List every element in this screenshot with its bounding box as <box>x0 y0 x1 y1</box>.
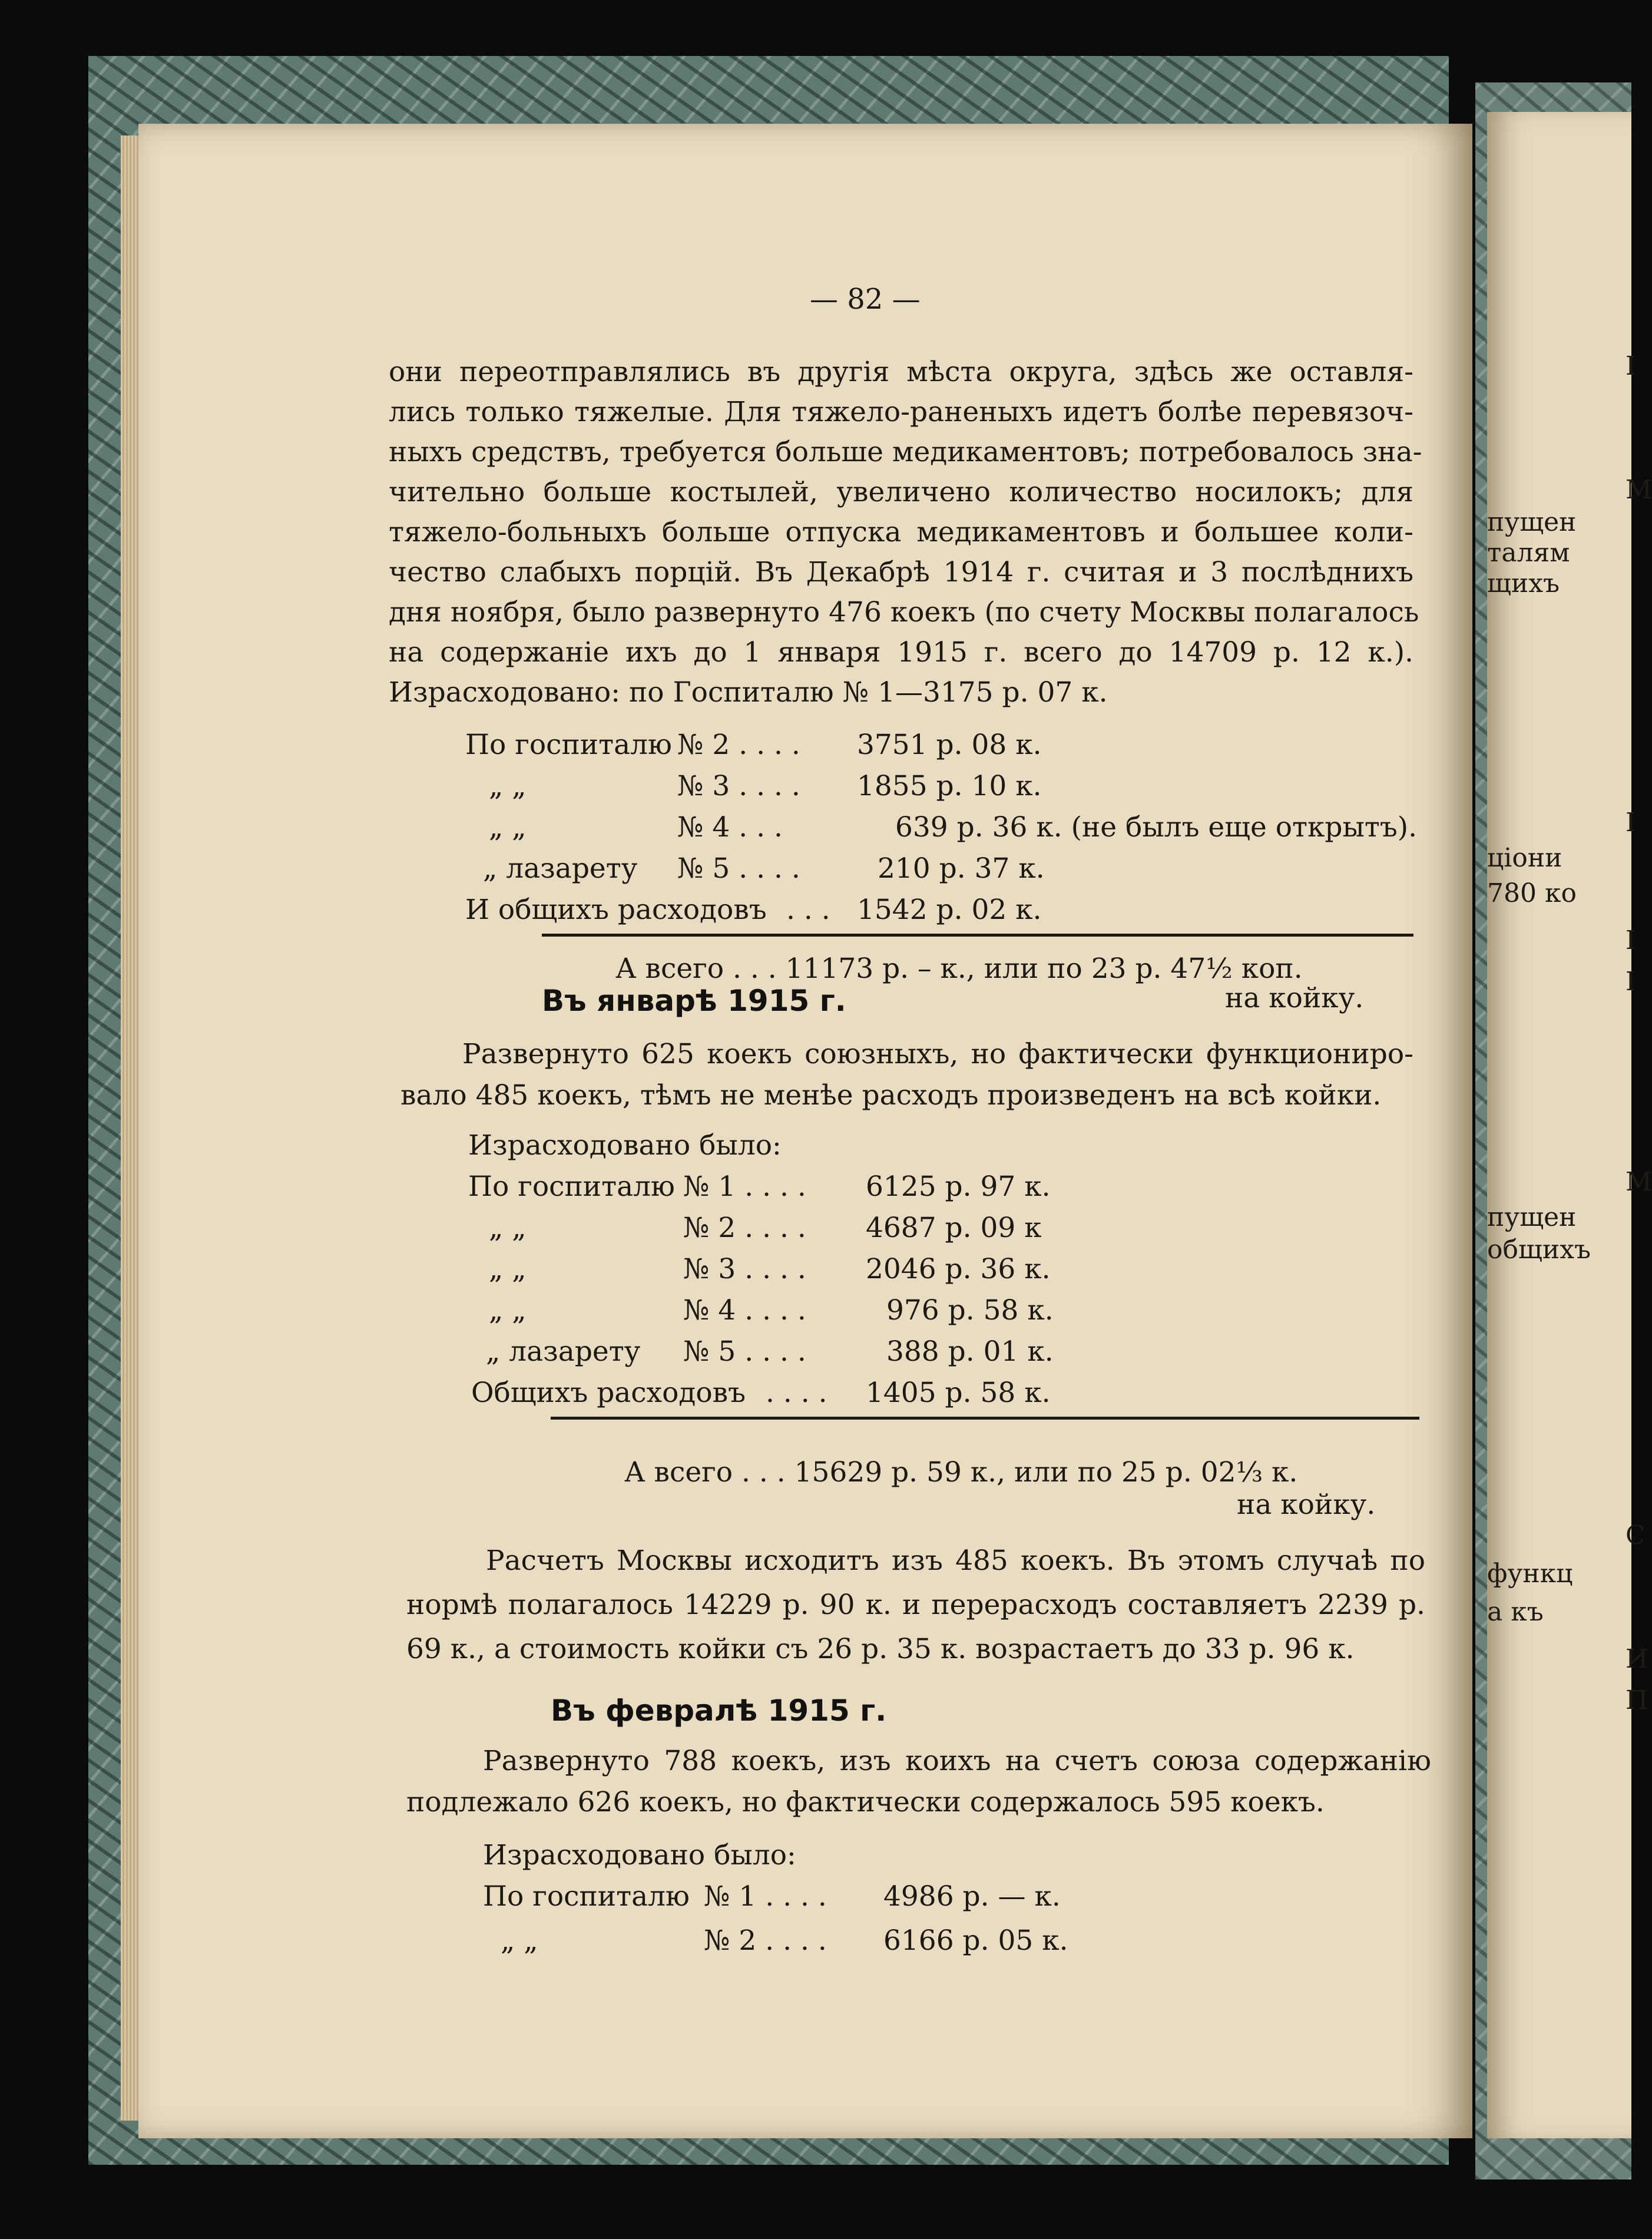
ledger-amount: 3751 р. 08 к. <box>857 729 1042 761</box>
facing-page-fragment: I <box>1625 967 1636 997</box>
text-line: лись только тяжелые. Для тяжело-раненыхъ идетъ болѣе перевязоч- <box>389 396 1413 428</box>
total-line: А всего . . . 11173 р. – к., или по 23 р. 47½ коп. <box>615 953 1303 985</box>
ledger-number: № 1 . . . . <box>683 1170 806 1203</box>
ledger-amount: 4687 р. 09 к <box>866 1212 1042 1244</box>
ledger-number: . . . <box>786 894 830 926</box>
ledger-label: По госпиталю <box>465 729 672 761</box>
facing-page-fragment: П <box>1625 1685 1648 1715</box>
facing-page-fragment: М <box>1625 1167 1652 1197</box>
total-line-continued: на койку. <box>1237 1489 1376 1521</box>
ledger-amount: 976 р. 58 к. <box>886 1294 1054 1327</box>
facing-page-fragment: М <box>1625 475 1652 505</box>
ledger-label: „ „ <box>489 1212 527 1244</box>
ledger-number: . . . . <box>766 1377 827 1409</box>
ledger-number: № 2 . . . . <box>683 1212 806 1244</box>
ledger-amount: 210 р. 37 к. <box>878 852 1045 885</box>
facing-page-fragment: I <box>1625 351 1636 381</box>
ledger-number: № 5 . . . . <box>677 852 800 885</box>
facing-page-fragment: ціони <box>1487 843 1562 873</box>
text-line: Израсходовано: по Госпиталю № 1—3175 р. 07 к. <box>389 676 1108 709</box>
ledger-number: № 3 . . . . <box>677 770 800 802</box>
ledger-number: № 1 . . . . <box>704 1880 827 1913</box>
ledger-label: По госпиталю <box>483 1880 690 1913</box>
ledger-amount: 388 р. 01 к. <box>886 1335 1054 1368</box>
facing-page-fragment: И <box>1625 1644 1648 1674</box>
ledger-label: „ „ <box>489 1253 527 1285</box>
facing-page-fragment: талям <box>1487 538 1570 568</box>
text-line: чительно больше костылей, увеличено количество носилокъ; для <box>389 476 1413 508</box>
text-line: ныхъ средствъ, требуется больше медикаментовъ; потребовалось зна- <box>389 436 1422 468</box>
ledger-amount: 1405 р. 58 к. <box>866 1377 1051 1409</box>
text-line: вало 485 коекъ, тѣмъ не менѣе расходъ произведенъ на всѣ койки. <box>400 1079 1382 1112</box>
facing-page-fragment: а къ <box>1487 1597 1544 1627</box>
text-line: дня ноября, было развернуто 476 коекъ (по счету Москвы полагалось <box>389 596 1419 629</box>
facing-page-fragment: I <box>1625 808 1636 838</box>
text-line: нормѣ полагалось 14229 р. 90 к. и перерасходъ составляетъ 2239 р. <box>406 1589 1425 1621</box>
ledger-number: № 2 . . . . <box>704 1924 827 1957</box>
ledger-amount: 6125 р. 97 к. <box>866 1170 1051 1203</box>
ledger-label: „ „ <box>501 1924 538 1957</box>
ledger-amount: 6166 р. 05 к. <box>883 1924 1068 1957</box>
ledger-number: № 3 . . . . <box>683 1253 806 1285</box>
ledger-amount: 2046 р. 36 к. <box>866 1253 1051 1285</box>
facing-page-fragment: общихъ <box>1487 1235 1591 1265</box>
text-line: на содержаніе ихъ до 1 января 1915 г. всего до 14709 р. 12 к.). <box>389 636 1413 669</box>
ledger-number: № 2 . . . . <box>677 729 800 761</box>
section-heading: Въ январѣ 1915 г. <box>542 984 846 1018</box>
facing-page-fragment: щихъ <box>1487 568 1560 598</box>
facing-page <box>1487 112 1652 2138</box>
facing-page-fragment: I <box>1625 925 1636 955</box>
section-heading: Въ февралѣ 1915 г. <box>551 1694 887 1728</box>
ledger-label: „ „ <box>489 770 527 802</box>
ledger-label: „ „ <box>489 1294 527 1327</box>
text-line: подлежало 626 коекъ, но фактически содержалось 595 коекъ. <box>406 1786 1325 1818</box>
ledger-label: Общихъ расходовъ <box>471 1377 746 1409</box>
facing-page-fragment: пущен <box>1487 507 1577 537</box>
text-line: тяжело-больныхъ больше отпуска медикаментовъ и большее коли- <box>389 516 1413 548</box>
ledger-number: № 4 . . . <box>677 811 783 844</box>
text-line: Израсходовано было: <box>483 1839 796 1871</box>
total-line: А всего . . . 15629 р. 59 к., или по 25 р. 02⅓ к. <box>624 1456 1298 1489</box>
ledger-amount: 1855 р. 10 к. <box>857 770 1042 802</box>
ledger-label: „ лазарету <box>483 852 638 885</box>
ledger-number: № 5 . . . . <box>683 1335 806 1368</box>
text-line: 69 к., а стоимость койки съ 26 р. 35 к. возрастаетъ до 33 р. 96 к. <box>406 1633 1355 1665</box>
ledger-amount: 1542 р. 02 к. <box>857 894 1042 926</box>
facing-page-fragment: пущен <box>1487 1202 1577 1232</box>
facing-page-fragment: С <box>1625 1520 1646 1550</box>
text-line: Расчетъ Москвы исходитъ изъ 485 коекъ. Въ этомъ случаѣ по <box>486 1545 1425 1577</box>
text-line: Развернуто 625 коекъ союзныхъ, но фактически функциониро- <box>462 1038 1413 1070</box>
total-rule <box>551 1417 1419 1420</box>
text-line: чество слабыхъ порцій. Въ Декабрѣ 1914 г. считая и 3 послѣднихъ <box>389 556 1413 588</box>
total-rule <box>542 934 1413 937</box>
facing-page-fragment: функц <box>1487 1559 1573 1589</box>
ledger-label: „ лазарету <box>486 1335 641 1368</box>
ledger-label: И общихъ расходовъ <box>465 894 767 926</box>
ledger-amount: 4986 р. — к. <box>883 1880 1061 1913</box>
text-line: они переотправлялись въ другія мѣста округа, здѣсь же оставля- <box>389 356 1413 388</box>
text-line: Развернуто 788 коекъ, изъ коихъ на счетъ союза содержанію <box>483 1745 1431 1777</box>
text-line: Израсходовано было: <box>468 1129 782 1162</box>
facing-page-fragment: 780 ко <box>1487 878 1577 908</box>
total-line-continued: на койку. <box>1225 982 1364 1014</box>
ledger-label: По госпиталю <box>468 1170 675 1203</box>
page-number: — 82 — <box>810 283 921 316</box>
ledger-label: „ „ <box>489 811 527 844</box>
ledger-amount: 639 р. 36 к. (не былъ еще открытъ). <box>895 811 1418 844</box>
ledger-number: № 4 . . . . <box>683 1294 806 1327</box>
